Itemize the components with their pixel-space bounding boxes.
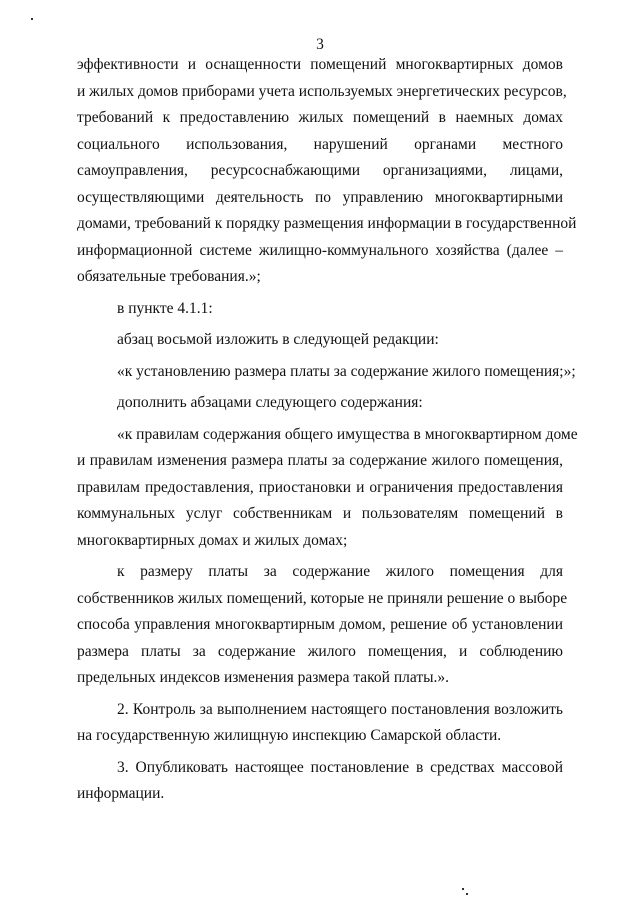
text-line: «к установлению размера платы за содержание жилого помещения;»; <box>117 362 576 380</box>
text-line: 3. Опубликовать настоящее постановление в средствах массовой <box>117 758 563 776</box>
page-number: 3 <box>316 36 324 53</box>
text-line: и правилам изменения размера платы за содержание жилого помещения, <box>77 452 563 469</box>
paragraph <box>77 359 576 386</box>
text-line: 2. Контроль за выполнением настоящего постановления возложить <box>117 700 563 718</box>
text-line: размера платы за содержание жилого помещения, и соблюдению <box>77 642 563 660</box>
text-line: и жилых домов приборами учета используемых энергетических ресурсов, <box>77 82 567 100</box>
text-line: собственников жилых помещений, которые не приняли решение о выборе <box>77 589 568 607</box>
text-line: обязательные требования.»; <box>77 268 261 285</box>
text-line: требований к предоставлению жилых помещений в наемных домах <box>77 109 563 126</box>
text-line: предельных индексов изменения размера такой платы.». <box>77 669 450 686</box>
text-line: правилам предоставления, приостановки и ограничения предоставления <box>77 478 563 496</box>
paragraph <box>77 390 563 417</box>
text-line: информации. <box>77 785 165 802</box>
text-line: к размеру платы за содержание жилого помещения для <box>117 563 563 580</box>
text-line: дополнить абзацами следующего содержания: <box>117 394 423 411</box>
text-line: домами, требований к порядку размещения информации в государственной <box>77 215 577 232</box>
text-line: многоквартирных домах и жилых домах; <box>77 531 348 549</box>
text-line: информационной системе жилищно-коммунального хозяйства (далее – <box>77 241 563 259</box>
scan-speck <box>466 893 468 895</box>
paragraph <box>77 422 578 555</box>
text-line: самоуправления, ресурсоснабжающими организациями, лицами, <box>77 162 563 179</box>
scan-speck <box>31 18 33 20</box>
paragraph <box>77 327 563 354</box>
paragraph <box>77 296 563 323</box>
text-line: способа управления многоквартирным домом, решение об установлении <box>77 616 563 633</box>
paragraph <box>77 697 563 750</box>
text-line: абзац восьмой изложить в следующей редакции: <box>117 331 439 348</box>
paragraph <box>77 52 577 291</box>
text-line: социального использования, нарушений органами местного <box>77 135 563 153</box>
document-body <box>77 52 578 808</box>
text-line: эффективности и оснащенности помещений многоквартирных домов <box>77 56 563 73</box>
paragraph <box>77 755 563 808</box>
text-line: коммунальных услуг собственникам и пользователям помещений в <box>77 505 563 522</box>
text-line: «к правилам содержания общего имущества в многоквартирном доме <box>117 425 578 443</box>
scan-speck <box>462 888 464 890</box>
text-line: на государственную жилищную инспекцию Самарской области. <box>77 727 502 744</box>
paragraph <box>77 559 568 692</box>
text-line: в пункте 4.1.1: <box>117 299 213 317</box>
text-line: осуществляющими деятельность по управлению многоквартирными <box>77 188 563 206</box>
